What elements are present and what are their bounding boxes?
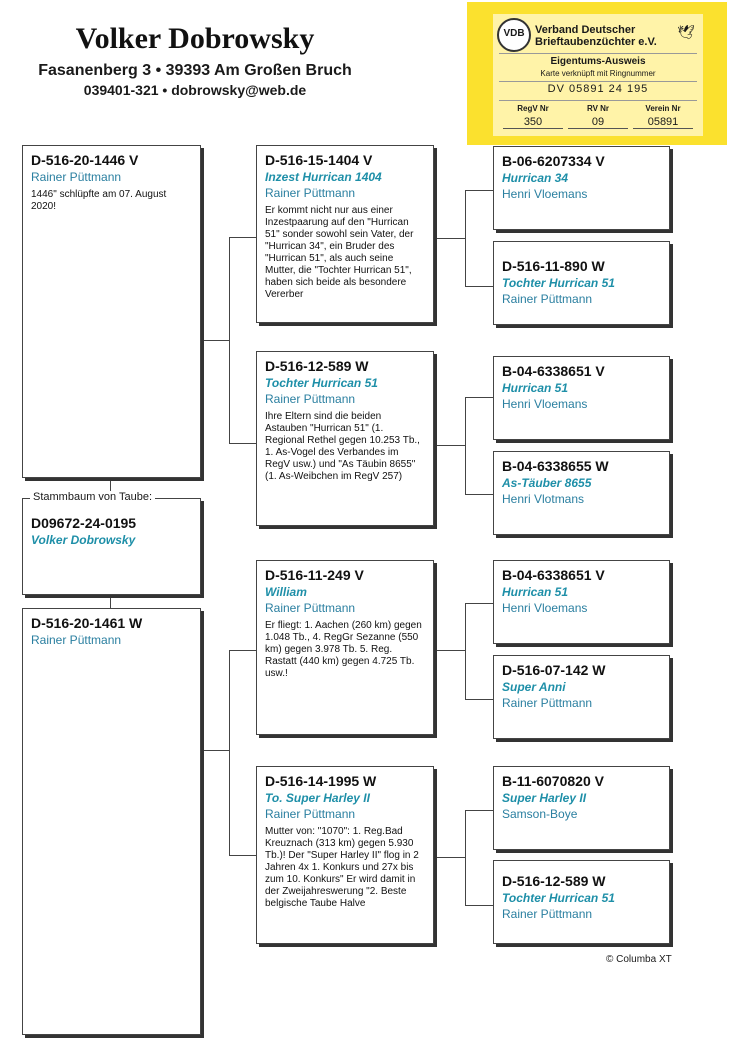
connector-line bbox=[465, 397, 493, 398]
ring-number: D-516-11-249 V bbox=[265, 567, 364, 583]
connector-line bbox=[229, 650, 230, 855]
connector-line bbox=[465, 190, 466, 286]
breeder-name: Rainer Püttmann bbox=[502, 292, 593, 306]
breeder-name: Rainer Püttmann bbox=[265, 392, 356, 406]
connector-line bbox=[465, 397, 466, 494]
connector-line bbox=[465, 603, 466, 699]
card-ring-number: DV 05891 24 195 bbox=[547, 83, 649, 95]
ring-number: D-516-11-890 W bbox=[502, 258, 605, 274]
breeder-name: Henri Vloemans bbox=[502, 397, 588, 411]
card-col-label: Verein Nr bbox=[645, 104, 681, 113]
pigeon-description: Er fliegt: 1. Aachen (260 km) gegen 1.048 Tb., 4. RegGr Sezanne (550 km) gegen 3.978 Tb. 5. Reg. Rastatt (440 km) gegen 4.725 Tb. usw.! bbox=[265, 620, 422, 679]
pigeon-icon: 🕊 bbox=[677, 24, 695, 40]
ring-number: D-516-15-1404 V bbox=[265, 152, 373, 168]
card-col-rv bbox=[568, 104, 628, 129]
ring-number: D-516-07-142 W bbox=[502, 662, 606, 678]
pedigree-box-gen2[interactable] bbox=[256, 145, 434, 323]
breeder-name: Rainer Püttmann bbox=[265, 807, 356, 821]
owner-address: Fasanenberg 3 • 39393 Am Großen Bruch bbox=[38, 62, 352, 79]
card-col-value: 350 bbox=[503, 116, 563, 129]
pedigree-label: Stammbaum von Taube: bbox=[30, 491, 155, 503]
pedigree-box-gen2[interactable] bbox=[256, 766, 434, 944]
pigeon-name: Inzest Hurrican 1404 bbox=[265, 170, 382, 184]
card-divider bbox=[499, 100, 697, 101]
connector-line bbox=[433, 238, 466, 239]
pigeon-name: Tochter Hurrican 51 bbox=[502, 891, 615, 905]
pedigree-box-dam[interactable] bbox=[22, 608, 201, 1035]
connector-line bbox=[433, 857, 466, 858]
card-col-value: 09 bbox=[568, 116, 628, 129]
connector-line bbox=[465, 810, 493, 811]
breeder-name: Henri Vlotmans bbox=[502, 492, 585, 506]
pedigree-box-gen2[interactable] bbox=[256, 351, 434, 526]
owner-contact: 039401-321 • dobrowsky@web.de bbox=[83, 82, 307, 98]
pedigree-box-gen3[interactable] bbox=[493, 241, 670, 325]
breeder-name: Rainer Püttmann bbox=[31, 170, 122, 184]
pigeon-name: Hurrican 34 bbox=[502, 171, 569, 185]
pedigree-box-gen3[interactable] bbox=[493, 451, 670, 535]
connector-line bbox=[229, 237, 256, 238]
breeder-name: Rainer Püttmann bbox=[31, 633, 122, 647]
breeder-name: Rainer Püttmann bbox=[502, 907, 593, 921]
card-title: Eigentums-Ausweis bbox=[550, 56, 646, 67]
pigeon-name: Volker Dobrowsky bbox=[31, 533, 136, 547]
pigeon-description: Ihre Eltern sind die beiden Astauben "Hurrican 51" (1. Regional Rethel gegen 10.253 Tb., 1. As-Vogel des Verbandes im RegV usw.) und "As Täubin 8655" (1. As-Weibchen im RegV 257) bbox=[265, 411, 420, 482]
pedigree-box-gen3[interactable] bbox=[493, 766, 670, 850]
pedigree-box-gen2[interactable] bbox=[256, 560, 434, 735]
connector-line bbox=[229, 443, 256, 444]
pigeon-name: As-Täuber 8655 bbox=[502, 476, 592, 490]
connector-line bbox=[110, 594, 111, 608]
connector-line bbox=[465, 699, 493, 700]
card-col-label: RegV Nr bbox=[517, 104, 549, 113]
pedigree-box-gen3[interactable] bbox=[493, 146, 670, 230]
ring-number: B-04-6338651 V bbox=[502, 363, 605, 379]
card-organization bbox=[535, 24, 657, 48]
ring-number: B-04-6338651 V bbox=[502, 567, 605, 583]
card-org-line2: Brieftaubenzüchter e.V. bbox=[535, 36, 657, 48]
owner-name: Volker Dobrowsky bbox=[75, 22, 315, 55]
breeder-name: Henri Vloemans bbox=[502, 187, 588, 201]
breeder-name: Samson-Boye bbox=[502, 807, 578, 821]
pedigree-box-gen3[interactable] bbox=[493, 860, 670, 944]
card-col-verein bbox=[633, 104, 693, 129]
connector-line bbox=[200, 340, 230, 341]
ring-number: D-516-20-1461 W bbox=[31, 615, 143, 631]
ring-number: B-06-6207334 V bbox=[502, 153, 605, 169]
connector-line bbox=[200, 750, 230, 751]
pigeon-description: 1446" schlüpfte am 07. August 2020! bbox=[31, 189, 167, 212]
ring-number: D-516-20-1446 V bbox=[31, 152, 139, 168]
pigeon-name: Tochter Hurrican 51 bbox=[502, 276, 615, 290]
connector-line bbox=[465, 810, 466, 905]
vdb-logo: VDB bbox=[497, 18, 531, 52]
pigeon-name: Hurrican 51 bbox=[502, 381, 569, 395]
connector-line bbox=[465, 905, 493, 906]
pigeon-name: Super Anni bbox=[502, 680, 566, 694]
connector-line bbox=[465, 190, 493, 191]
ring-number: D-516-12-589 W bbox=[502, 873, 606, 889]
card-col-label: RV Nr bbox=[586, 104, 610, 113]
card-divider bbox=[499, 53, 697, 54]
ownership-card bbox=[467, 2, 727, 145]
pigeon-name: Hurrican 51 bbox=[502, 585, 569, 599]
ring-number: D09672-24-0195 bbox=[31, 515, 137, 531]
pigeon-name: William bbox=[265, 585, 307, 599]
ring-number: B-04-6338655 W bbox=[502, 458, 609, 474]
card-col-regv bbox=[503, 104, 563, 129]
breeder-name: Rainer Püttmann bbox=[265, 186, 356, 200]
breeder-name: Rainer Püttmann bbox=[502, 696, 593, 710]
connector-line bbox=[465, 286, 493, 287]
connector-line bbox=[229, 650, 256, 651]
pigeon-name: Tochter Hurrican 51 bbox=[265, 376, 378, 390]
ring-number: D-516-12-589 W bbox=[265, 358, 369, 374]
connector-line bbox=[433, 445, 466, 446]
ring-number: D-516-14-1995 W bbox=[265, 773, 377, 789]
card-subtitle: Karte verknüpft mit Ringnummer bbox=[540, 69, 656, 78]
pigeon-description: Er kommt nicht nur aus einer Inzestpaarung auf den "Hurrican 51" sonder sowohl sein Vater, der "Hurrican 34", ein Bruder des "Hurrican 51", als auch seine Mutter, die "Tochter Hurrican 51", haben sich beide als besondere Vererber bbox=[265, 205, 414, 300]
pedigree-box-gen3[interactable] bbox=[493, 356, 670, 440]
copyright-notice: © Columba XT bbox=[606, 954, 672, 965]
pigeon-name: To. Super Harley II bbox=[265, 791, 370, 805]
pedigree-box-gen3[interactable] bbox=[493, 560, 670, 644]
card-divider bbox=[499, 81, 697, 82]
ring-number: B-11-6070820 V bbox=[502, 773, 604, 789]
breeder-name: Rainer Püttmann bbox=[265, 601, 356, 615]
connector-line bbox=[465, 494, 493, 495]
pedigree-box-subject[interactable] bbox=[22, 498, 201, 595]
card-col-value: 05891 bbox=[633, 116, 693, 129]
card-org-line1: Verband Deutscher bbox=[535, 24, 636, 36]
breeder-name: Henri Vloemans bbox=[502, 601, 588, 615]
pigeon-description: Mutter von: "1070": 1. Reg.Bad Kreuznach (313 km) gegen 5.930 Tb.)! Der "Super Harley II" flog in 2 Jahren 4x 1. Konkurs und 27x bis zum 10. Konkurs" Er wird damit in der Zweijahreswerung "2. Beste belgische Taube Halve bbox=[265, 826, 419, 909]
pigeon-name: Super Harley II bbox=[502, 791, 587, 805]
pedigree-box-gen3[interactable] bbox=[493, 655, 670, 739]
connector-line bbox=[465, 603, 493, 604]
ownership-card-inner bbox=[493, 14, 703, 136]
connector-line bbox=[229, 855, 256, 856]
connector-line bbox=[229, 237, 230, 443]
pedigree-box-sire[interactable] bbox=[22, 145, 201, 478]
connector-line bbox=[433, 650, 466, 651]
